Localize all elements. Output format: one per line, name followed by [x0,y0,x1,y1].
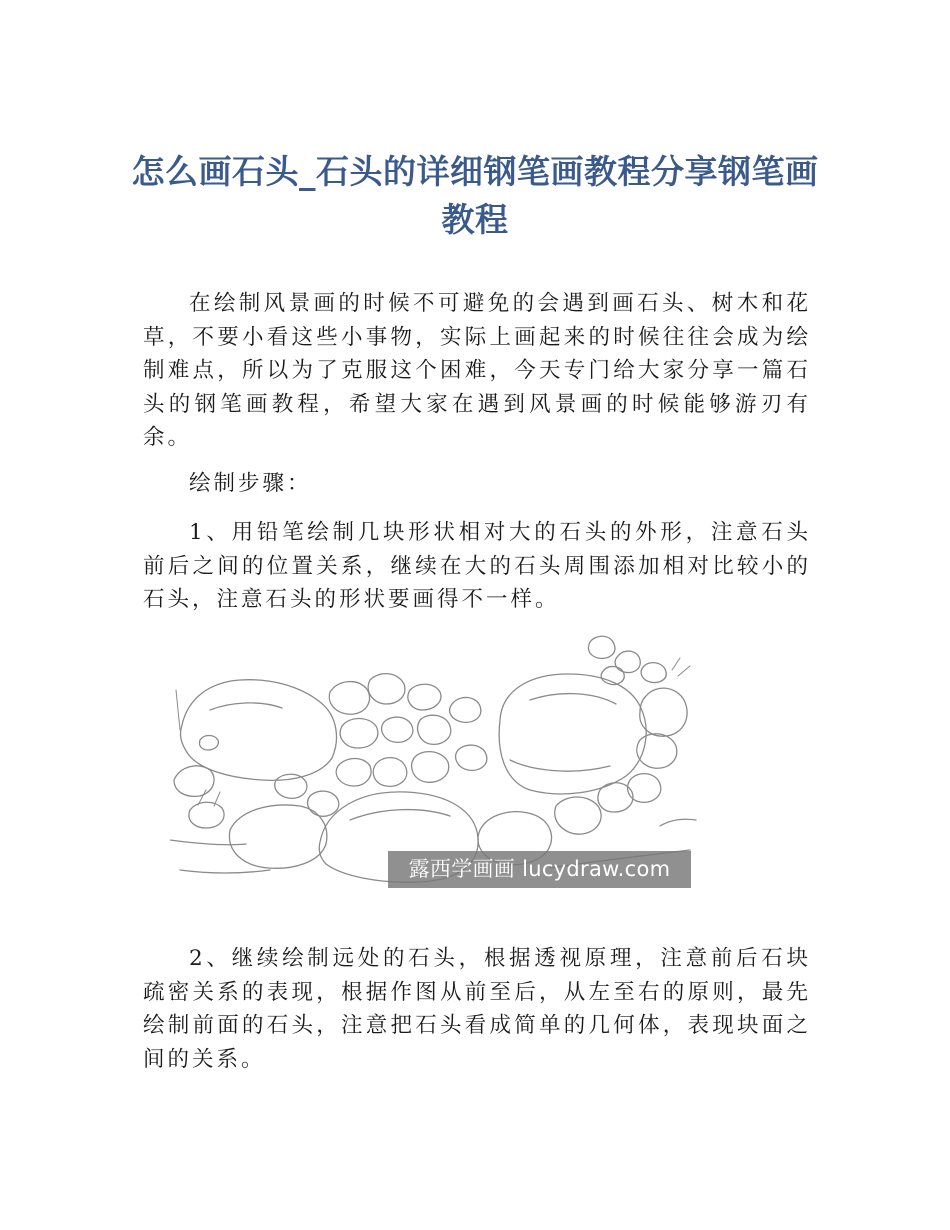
intro-paragraph: 在绘制风景画的时候不可避免的会遇到画石头、树木和花草，不要小看这些小事物，实际上画起来的时候往往会成为绘制难点，所以为了克服这个困难，今天专门给大家分享一篇石头的钢笔画教程，希望大家在遇到风景画的时候能够游刃有余。 [143,291,811,450]
watermark-label: 露西学画画 lucydraw.com [388,851,691,888]
step-2-paragraph: 2、继续绘制远处的石头，根据透视原理，注意前后石块疏密关系的表现，根据作图从前至后，从左至右的原则，最先绘制前面的石头，注意把石头看成简单的几何体，表现块面之间的关系。 [143,946,811,1072]
page-title: 怎么画石头_石头的详细钢笔画教程分享钢笔画教程 [131,152,819,239]
stone-sketch-figure [170,630,710,920]
step-1-paragraph: 1、用铅笔绘制几块形状相对大的石头的外形，注意石头前后之间的位置关系，继续在大的石头周围添加相对比较小的石头，注意石头的形状要画得不一样。 [143,520,811,612]
steps-heading: 绘制步骤： [189,471,312,496]
